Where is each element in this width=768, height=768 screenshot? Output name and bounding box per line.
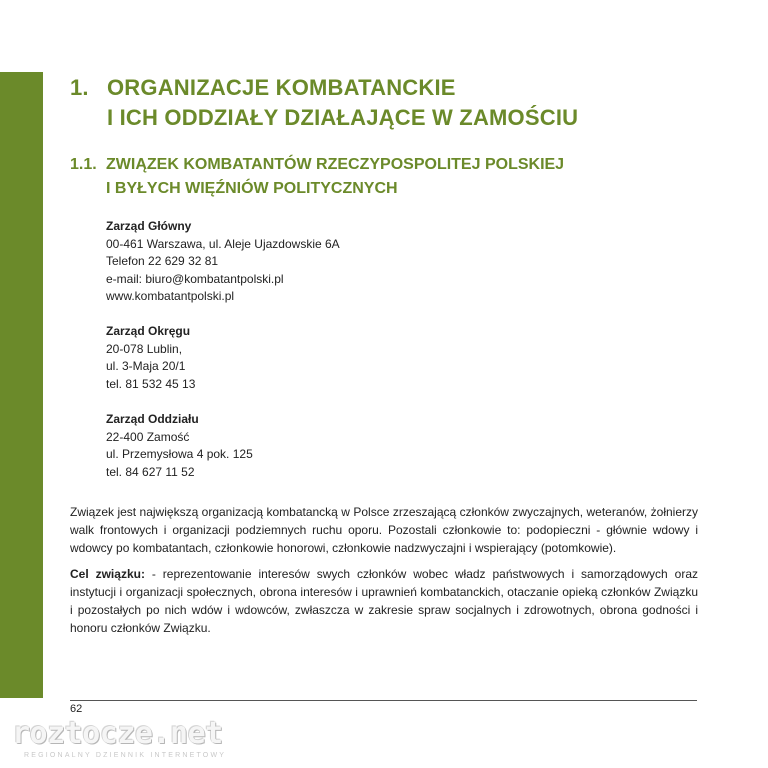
goal-label: Cel związku:	[70, 567, 145, 581]
section-title-line1: ZWIĄZEK KOMBATANTÓW RZECZYPOSPOLITEJ POLSKIEJ	[106, 156, 565, 173]
contact-zarzad-glowny	[106, 218, 340, 306]
chapter-title-line2: I ICH ODDZIAŁY DZIAŁAJĄCE W ZAMOŚCIU	[107, 105, 579, 130]
description-paragraph: Związek jest największą organizacją kombatancką w Polsce zrzeszającą członków zwyczajnych, weteranów, żołnierzy walk frontowych i organizacji podziemnych ruchu oporu. Pozostali członkowie to: podopieczni - głównie wdowy i wdowcy po kombatantach, członkowie honorowi, członkowie nadzwyczajni i wspierający (potomkowie).	[70, 505, 698, 555]
contact-website: www.kombatantpolski.pl	[106, 289, 235, 303]
goal-text: - reprezentowanie interesów swych członków wobec władz państwowych i samorządowych oraz instytucji i organizacji społecznych, obrona interesów i uprawnień kombatanckich, otaczanie opieką członków Związku i pozostałych po nich wdów i wdowców, zwłaszcza w zakresie spraw socjalnych i zdrowotnych, obrona godności i honoru członków Związku.	[70, 567, 698, 635]
contact-zarzad-okregu	[106, 323, 195, 393]
chapter-number: 1.	[70, 75, 89, 100]
contact-street: ul. Przemysłowa 4 pok. 125	[106, 447, 253, 461]
contact-phone: tel. 81 532 45 13	[106, 376, 196, 391]
contact-city: 20-078 Lublin,	[106, 341, 183, 356]
watermark-logo-text: roztocze.net	[12, 716, 223, 751]
site-watermark	[12, 716, 242, 764]
contact-title: Zarząd Oddziału	[106, 412, 199, 426]
contact-title: Zarząd Okręgu	[106, 324, 191, 338]
chapter-title-line1: ORGANIZACJE KOMBATANCKIE	[107, 75, 456, 100]
contact-street: ul. 3-Maja 20/1	[106, 359, 186, 373]
contact-zarzad-oddzialu	[106, 411, 253, 481]
page-number: 62	[70, 703, 83, 715]
contact-phone: Telefon 22 629 32 81	[106, 254, 219, 268]
watermark-tagline: REGIONALNY DZIENNIK INTERNETOWY	[24, 752, 227, 759]
contact-city: 22-400 Zamość	[106, 429, 190, 444]
contact-address: 00-461 Warszawa, ul. Aleje Ujazdowskie 6A	[106, 236, 340, 251]
contact-email: e-mail: biuro@kombatantpolski.pl	[106, 271, 284, 286]
side-accent-bar	[0, 72, 43, 698]
section-title-line2: I BYŁYCH WIĘŹNIÓW POLITYCZNYCH	[106, 180, 398, 197]
section-number: 1.1.	[70, 156, 97, 173]
footer-divider	[70, 700, 697, 701]
contact-phone: tel. 84 627 11 52	[106, 464, 195, 479]
contact-title: Zarząd Główny	[106, 219, 192, 233]
goal-paragraph	[70, 565, 698, 637]
